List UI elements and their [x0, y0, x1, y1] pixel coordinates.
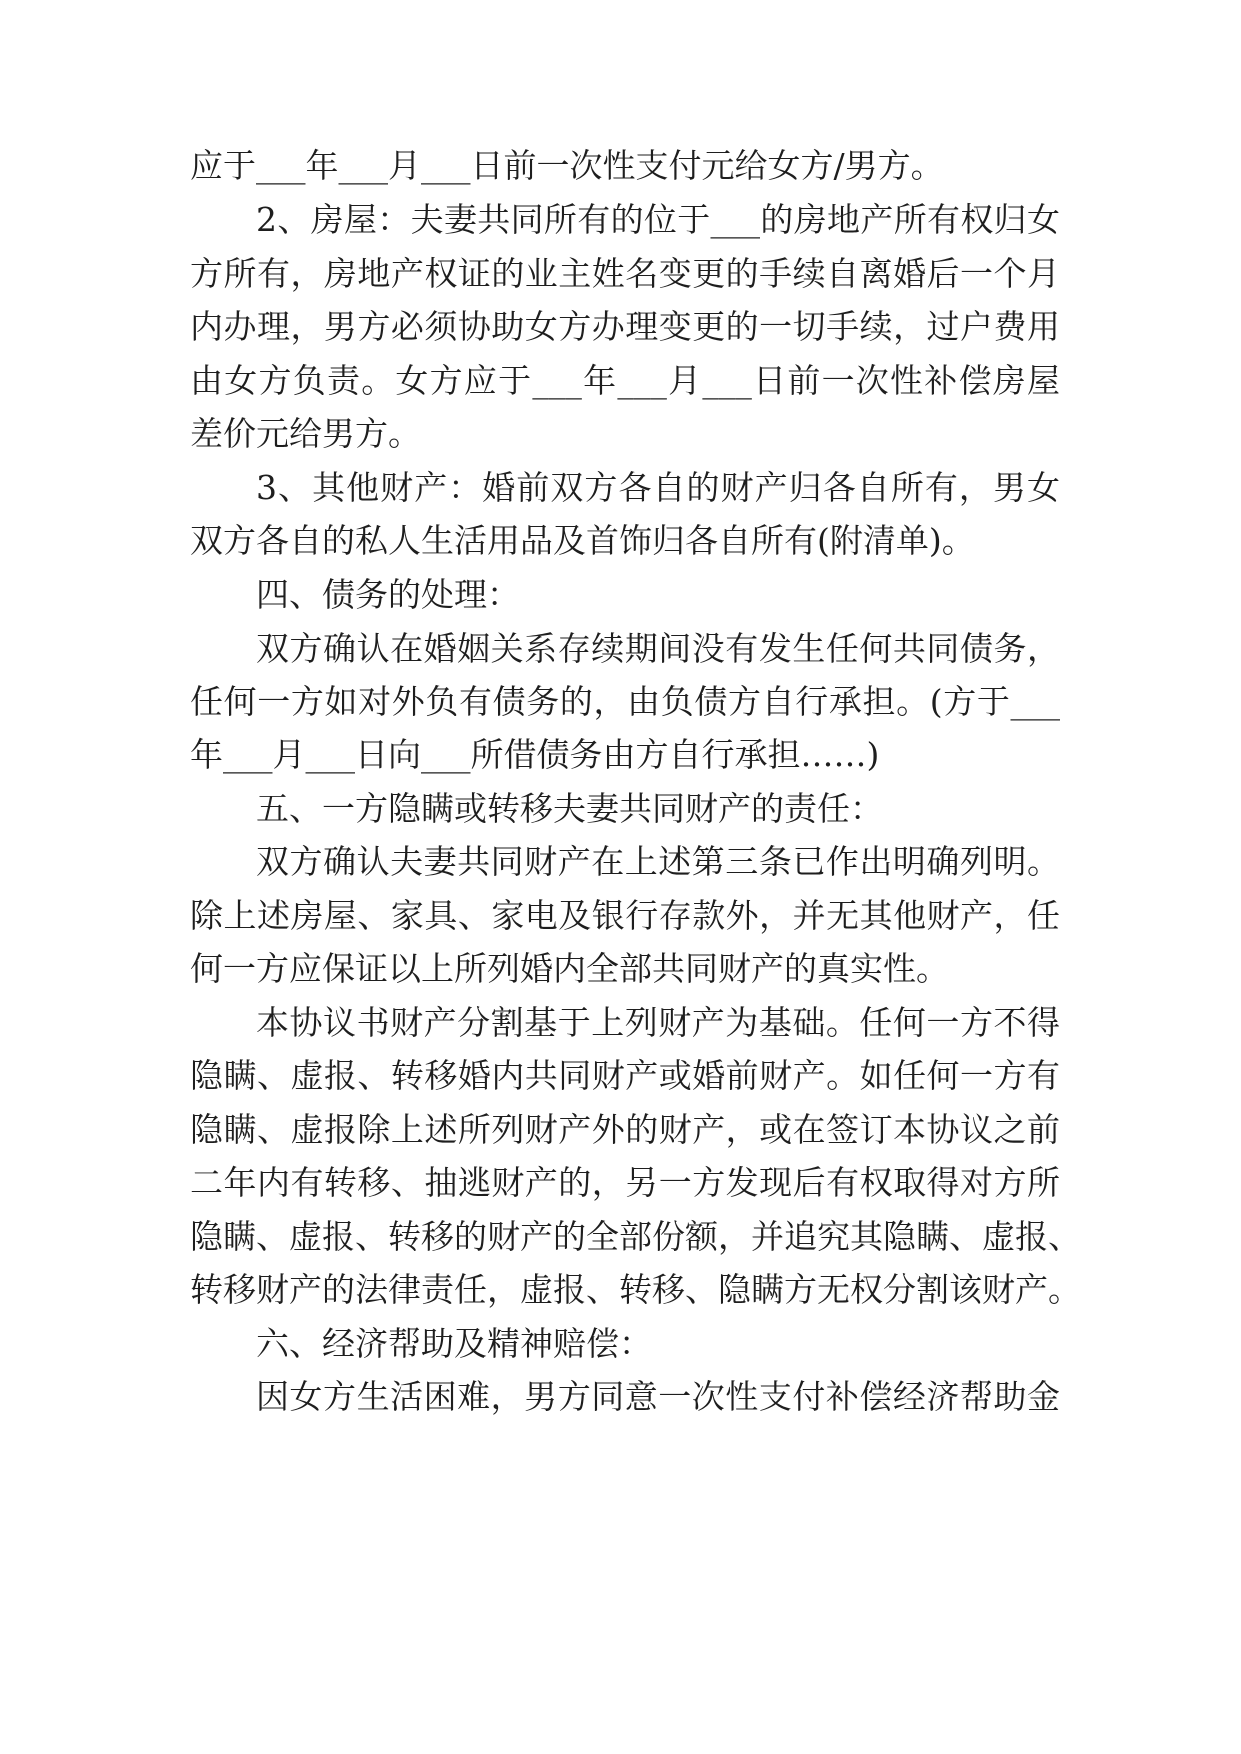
text-line: 二年内有转移、抽逃财产的，另一方发现后有权取得对方所: [190, 1163, 1060, 1202]
text-line: 年___月___日向___所借债务由方自行承担……): [190, 735, 880, 774]
text-line: 2、房屋：夫妻共同所有的位于___的房地产所有权归女: [256, 200, 1060, 239]
text-line: 3、其他财产：婚前双方各自的财产归各自所有，男女: [256, 468, 1060, 507]
text-line: 内办理，男方必须协助女方办理变更的一切手续，过户费用: [190, 307, 1060, 346]
text-line: 应于___年___月___日前一次性支付元给女方/男方。: [190, 146, 944, 185]
text-line: 因女方生活困难，男方同意一次性支付补偿经济帮助金: [256, 1377, 1060, 1416]
text-line: 隐瞒、虚报除上述所列财产外的财产，或在签订本协议之前: [190, 1110, 1060, 1149]
section-heading: 四、债务的处理：: [256, 575, 520, 614]
text-line: 双方各自的私人生活用品及首饰归各自所有(附清单)。: [190, 521, 975, 560]
text-line: 隐瞒、虚报、转移婚内共同财产或婚前财产。如任何一方有: [190, 1056, 1060, 1095]
text-line: 隐瞒、虚报、转移的财产的全部份额，并追究其隐瞒、虚报、: [190, 1217, 1081, 1256]
text-line: 本协议书财产分割基于上列财产为基础。任何一方不得: [256, 1003, 1060, 1042]
text-line: 由女方负责。女方应于___年___月___日前一次性补偿房屋: [190, 361, 1060, 400]
text-line: 差价元给男方。: [190, 414, 421, 453]
section-heading: 六、经济帮助及精神赔偿：: [256, 1324, 652, 1363]
text-line: 双方确认夫妻共同财产在上述第三条已作出明确列明。: [256, 842, 1060, 881]
text-line: 双方确认在婚姻关系存续期间没有发生任何共同债务，: [256, 629, 1060, 668]
text-line: 除上述房屋、家具、家电及银行存款外，并无其他财产，任: [190, 896, 1060, 935]
text-line: 何一方应保证以上所列婚内全部共同财产的真实性。: [190, 949, 949, 988]
text-line: 任何一方如对外负有债务的，由负债方自行承担。(方于___: [190, 682, 1060, 721]
section-heading: 五、一方隐瞒或转移夫妻共同财产的责任：: [256, 789, 883, 828]
text-line: 方所有，房地产权证的业主姓名变更的手续自离婚后一个月: [190, 254, 1060, 293]
text-line: 转移财产的法律责任，虚报、转移、隐瞒方无权分割该财产。: [190, 1270, 1081, 1309]
